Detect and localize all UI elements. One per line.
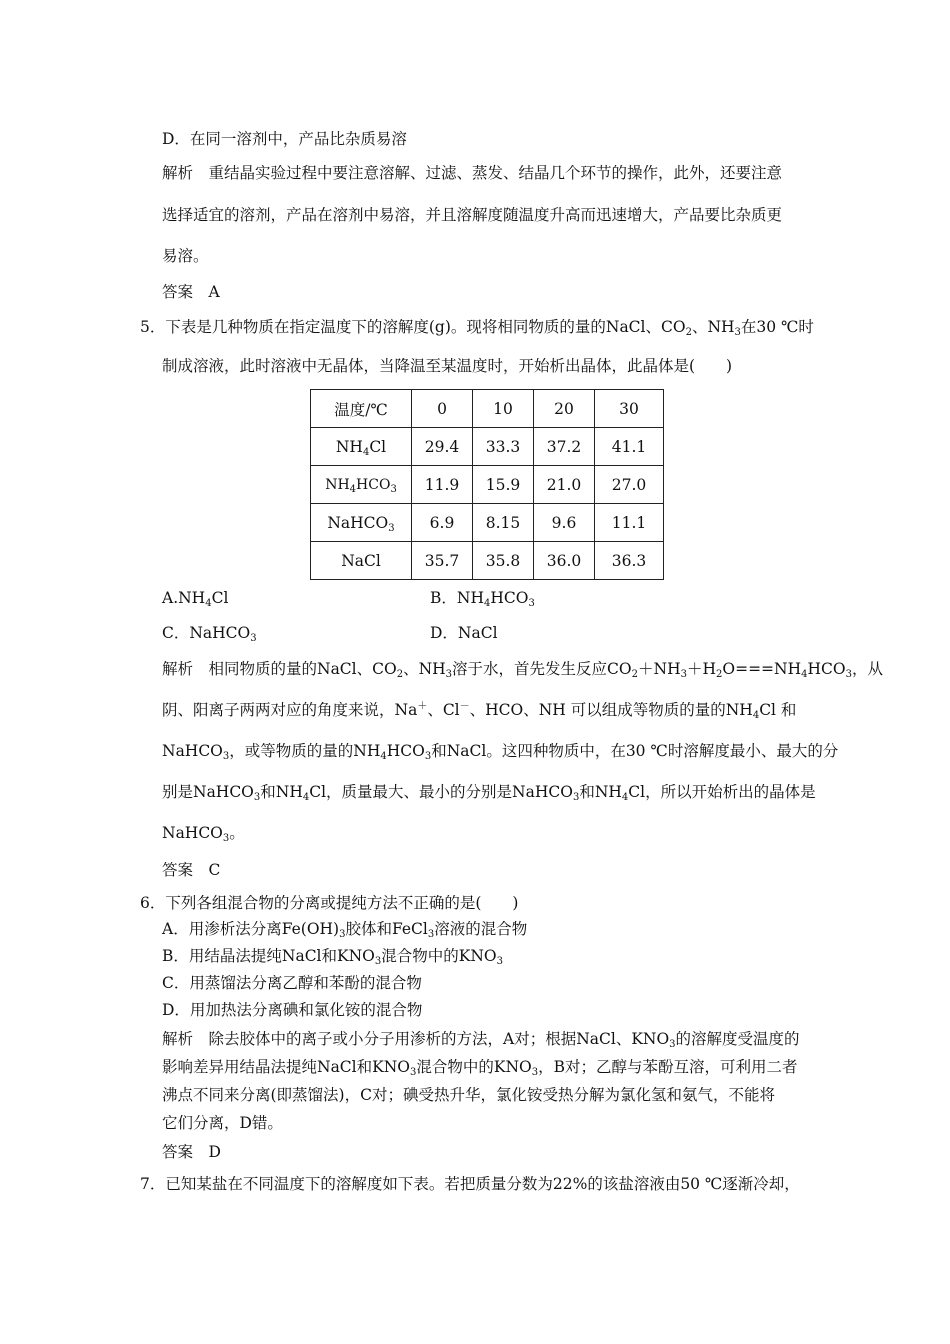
table-cell: 27.0 xyxy=(595,466,664,504)
table-cell: 9.6 xyxy=(534,504,595,542)
q6-analysis-line-4: 它们分离，D错。 xyxy=(162,1114,283,1132)
q5-analysis-line-4: 别是NaHCO$_3$和$NH_4Cl$，质量最大、最小的分别是NaHCO$_3$和$NH_4Cl$，所以开始析出的晶体是 xyxy=(162,783,816,803)
table-cell: 36.3 xyxy=(595,542,664,580)
q6-option-c: C．用蒸馏法分离乙醇和苯酚的混合物 xyxy=(162,974,422,992)
q6-analysis-line-2: 影响差异用结晶法提纯NaCl和$KNO_3$混合物中的$KNO_3$，B对；乙醇与苯酚互溶，可利用二者 xyxy=(162,1058,798,1078)
table-header-cell: 20 xyxy=(534,390,595,428)
q5-option-b: B．$NH_4HCO_3$ xyxy=(430,589,535,609)
q5-stem-line-2: 制成溶液，此时溶液中无晶体，当降温至某温度时，开始析出晶体，此晶体是( ) xyxy=(162,357,733,375)
table-row-label: $NH_4HCO_3$ xyxy=(311,466,412,504)
table-row xyxy=(311,504,664,542)
table-cell: 35.7 xyxy=(412,542,473,580)
q4-option-d: D．在同一溶剂中，产品比杂质易溶 xyxy=(162,130,407,148)
q6-option-a: A．用渗析法分离$Fe(OH)_3$胶体和FeCl$_3$溶液的混合物 xyxy=(162,920,528,940)
table-row-label: NaHCO$_3$ xyxy=(311,504,412,542)
table-cell: 41.1 xyxy=(595,428,664,466)
q4-analysis-line-1: 解析 重结晶实验过程中要注意溶解、过滤、蒸发、结晶几个环节的操作，此外，还要注意 xyxy=(162,164,783,182)
q5-answer: 答案 C xyxy=(162,861,221,879)
q6-analysis-line-3: 沸点不同来分离(即蒸馏法)，C对；碘受热升华，氯化铵受热分解为氯化氢和氨气，不能将 xyxy=(162,1086,775,1104)
q6-option-d: D．用加热法分离碘和氯化铵的混合物 xyxy=(162,1001,423,1019)
table-header-cell: 30 xyxy=(595,390,664,428)
q5-analysis-line-1: 解析 相同物质的量的NaCl、$CO_2$、$NH_3$溶于水，首先发生反应$CO_2+NH_3+H_2O===NH_4HCO_3$，从 xyxy=(162,660,883,680)
table-cell: 15.9 xyxy=(473,466,534,504)
table-cell: 6.9 xyxy=(412,504,473,542)
q6-answer: 答案 D xyxy=(162,1143,221,1161)
table-cell: 33.3 xyxy=(473,428,534,466)
q6-stem: 6．下列各组混合物的分离或提纯方法不正确的是( ) xyxy=(140,894,519,912)
q4-analysis-line-2: 选择适宜的溶剂，产品在溶剂中易溶，并且溶解度随温度升高而迅速增大，产品要比杂质更 xyxy=(162,206,783,224)
table-cell: 37.2 xyxy=(534,428,595,466)
q5-option-a: $A.NH_4Cl$ xyxy=(162,589,229,609)
q5-option-c: C．NaHCO$_3$ xyxy=(162,624,257,644)
q7-stem: 7．已知某盐在不同温度下的溶解度如下表。若把质量分数为22%的该盐溶液由50 ℃逐渐冷却， xyxy=(140,1175,800,1193)
table-row xyxy=(311,542,664,580)
table-row-label: $NH_4Cl$ xyxy=(311,428,412,466)
q5-analysis-line-3: NaHCO$_3$，或等物质的量的$NH_4HCO_3$和NaCl。这四种物质中，在30 ℃时溶解度最小、最大的分 xyxy=(162,742,839,762)
table-cell: 11.9 xyxy=(412,466,473,504)
table-row-label: NaCl xyxy=(311,542,412,580)
q4-answer: 答案 A xyxy=(162,283,220,301)
q5-analysis-line-5: NaHCO$_3$。 xyxy=(162,824,245,844)
q5-option-d: D．NaCl xyxy=(430,624,498,642)
table-header-cell: 温度/℃ xyxy=(311,390,412,428)
q5-stem-line-1: 5．下表是几种物质在指定温度下的溶解度(g)。现将相同物质的量的NaCl、$CO_2$、$NH_3$在30 ℃时 xyxy=(140,318,814,338)
q5-analysis-line-2: 阴、阳离子两两对应的角度来说，Na＋、Cl－、HCO、NH 可以组成等物质的量的$NH_4Cl$ 和 xyxy=(162,701,797,721)
table-row xyxy=(311,428,664,466)
q6-option-b: B．用结晶法提纯NaCl和$KNO_3$混合物中的$KNO_3$ xyxy=(162,947,503,967)
table-cell: 35.8 xyxy=(473,542,534,580)
solubility-table xyxy=(310,389,664,580)
table-cell: 36.0 xyxy=(534,542,595,580)
table-cell: 21.0 xyxy=(534,466,595,504)
table-header-cell: 10 xyxy=(473,390,534,428)
table-cell: 29.4 xyxy=(412,428,473,466)
table-header-cell: 0 xyxy=(412,390,473,428)
q6-analysis-line-1: 解析 除去胶体中的离子或小分子用渗析的方法，A对；根据NaCl、$KNO_3$的溶解度受温度的 xyxy=(162,1030,800,1050)
table-header-row xyxy=(311,390,664,428)
table-cell: 11.1 xyxy=(595,504,664,542)
table-cell: 8.15 xyxy=(473,504,534,542)
table-row xyxy=(311,466,664,504)
q4-analysis-line-3: 易溶。 xyxy=(162,247,209,265)
